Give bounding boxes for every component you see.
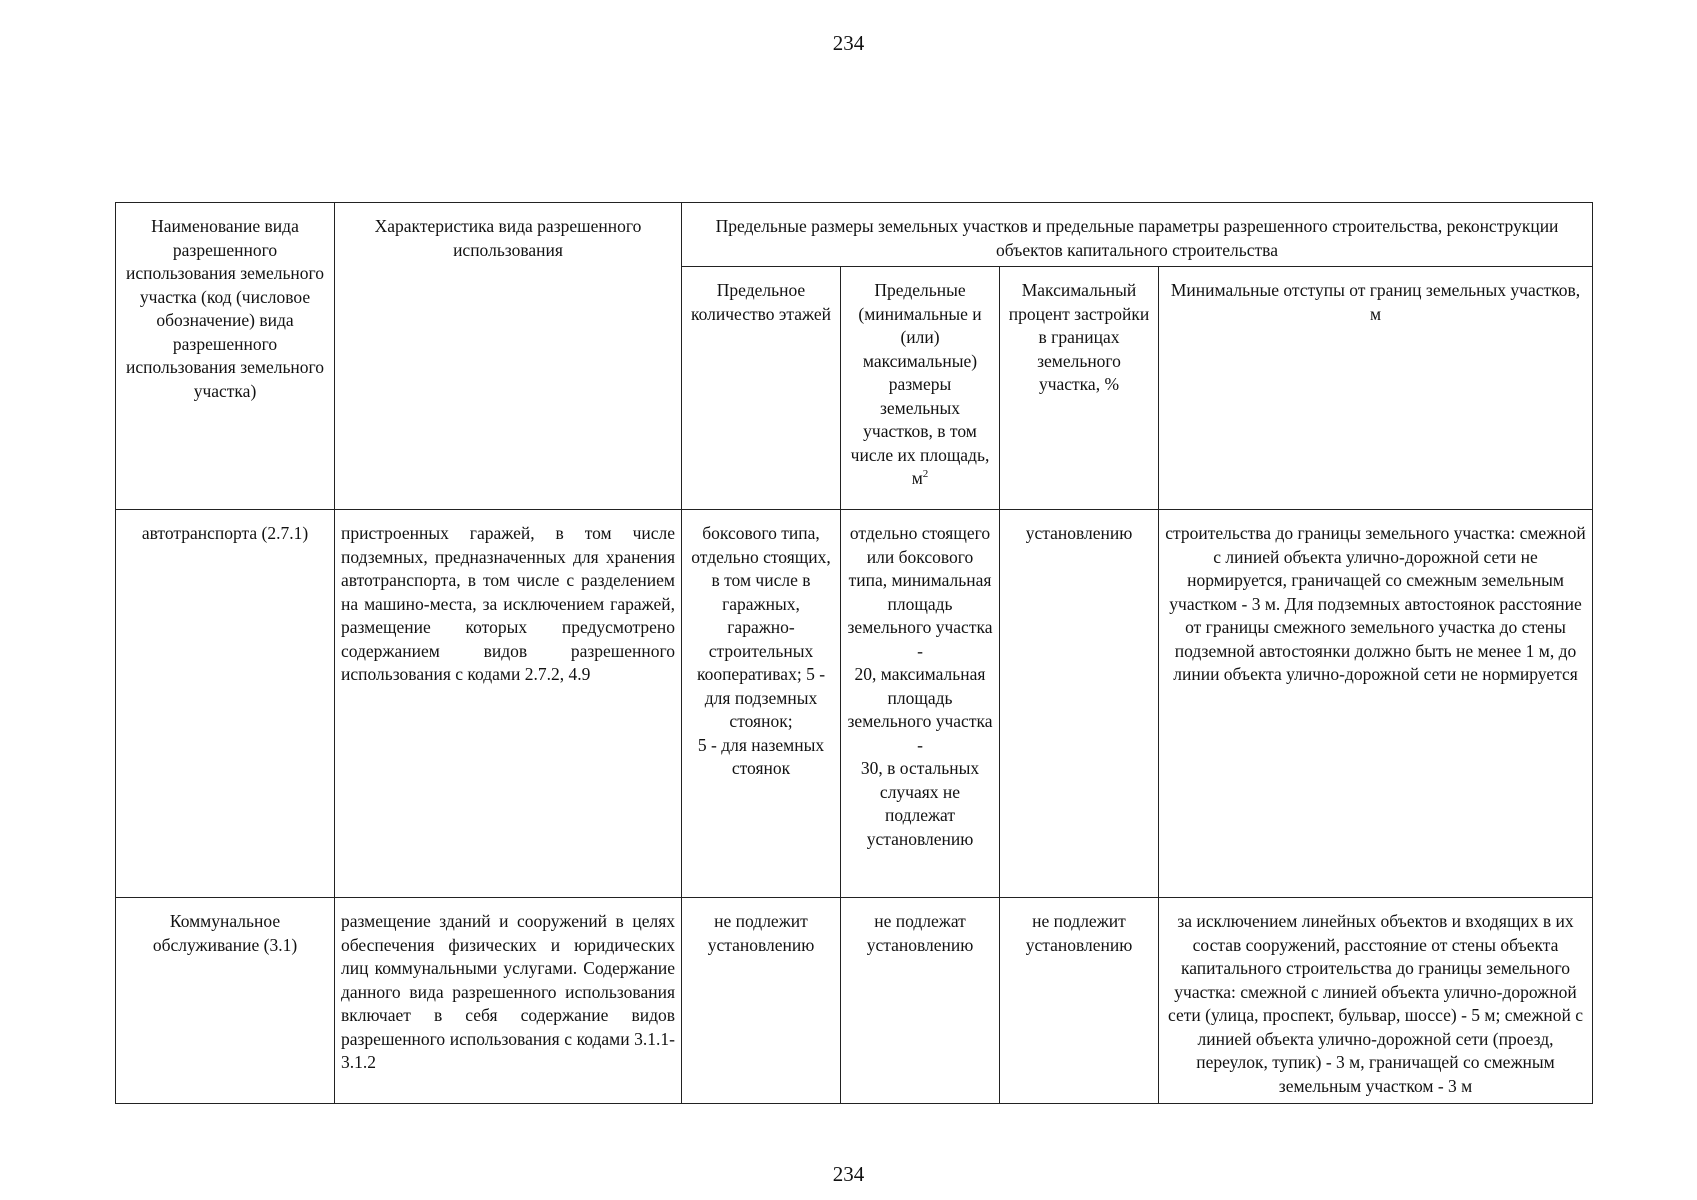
header-limits: Предельные размеры земельных участков и предельные параметры разрешенного строительства, реконструкции объектов капитального строительства bbox=[682, 203, 1593, 267]
cell-sizes: не подлежат установлению bbox=[841, 898, 1000, 1104]
cell-sizes: отдельно стоящего или боксового типа, минимальная площадь земельного участка - 20, максимальная площадь земельного участка - 30, в остальных случаях не подлежат установлению bbox=[841, 510, 1000, 898]
header-sizes bbox=[841, 267, 1000, 510]
header-floors: Предельное количество этажей bbox=[682, 267, 841, 510]
cell-percent: установлению bbox=[1000, 510, 1159, 898]
cell-floors: не подлежит установлению bbox=[682, 898, 841, 1104]
table-row bbox=[116, 898, 1593, 1104]
header-sizes-superscript: 2 bbox=[922, 468, 929, 480]
page-number-top: 234 bbox=[832, 31, 865, 55]
cell-land-use-name: Коммунальное обслуживание (3.1) bbox=[116, 898, 335, 1104]
header-percent: Максимальный процент застройки в границах земельного участка, % bbox=[1000, 267, 1159, 510]
header-setbacks: Минимальные отступы от границ земельных участков, м bbox=[1159, 267, 1593, 510]
cell-floors: боксового типа, отдельно стоящих, в том числе в гаражных, гаражно-строительных кооперативах; 5 - для подземных стоянок; 5 - для наземных стоянок bbox=[682, 510, 841, 898]
table-header-row bbox=[116, 203, 1593, 267]
cell-characteristic: размещение зданий и сооружений в целях обеспечения физических и юридических лиц коммунальными услугами. Содержание данного вида разрешенного использования включает в себя содержание видов разрешенного использования с кодами 3.1.1-3.1.2 bbox=[335, 898, 682, 1104]
cell-land-use-name: автотранспорта (2.7.1) bbox=[116, 510, 335, 898]
cell-setbacks: за исключением линейных объектов и входящих в их состав сооружений, расстояние от стены объекта капитального строительства до границы земельного участка: смежной с линией объекта улично-дорожной сети (улица, проспект, бульвар, шоссе) - 5 м; смежной с линией объекта улично-дорожной сети (проезд, переулок, тупик) - 3 м, граничащей со смежным земельным участком - 3 м bbox=[1159, 898, 1593, 1104]
cell-setbacks: строительства до границы земельного участка: смежной с линией объекта улично-дорожной сети не нормируется, граничащей со смежным земельным участком - 3 м. Для подземных автостоянок расстояние от границы смежного земельного участка до стены подземной автостоянки должно быть не менее 1 м, до линии объекта улично-дорожной сети не нормируется bbox=[1159, 510, 1593, 898]
header-characteristic: Характеристика вида разрешенного использования bbox=[335, 203, 682, 510]
cell-percent: не подлежит установлению bbox=[1000, 898, 1159, 1104]
land-use-regulations-table bbox=[115, 202, 1593, 1104]
header-sizes-text: Предельные (минимальные и (или) максимальные) размеры земельных участков, в том числе их площадь, м bbox=[850, 280, 990, 488]
page-number-bottom: 234 bbox=[832, 1162, 865, 1186]
cell-characteristic: пристроенных гаражей, в том числе подземных, предназначенных для хранения автотранспорта, в том числе с разделением на машино-места, за исключением гаражей, размещение которых предусмотрено содержанием видов разрешенного использования с кодами 2.7.2, 4.9 bbox=[335, 510, 682, 898]
table-row bbox=[116, 510, 1593, 898]
header-land-use-name: Наименование вида разрешенного использования земельного участка (код (числовое обозначение) вида разрешенного использования земельного участка) bbox=[116, 203, 335, 510]
